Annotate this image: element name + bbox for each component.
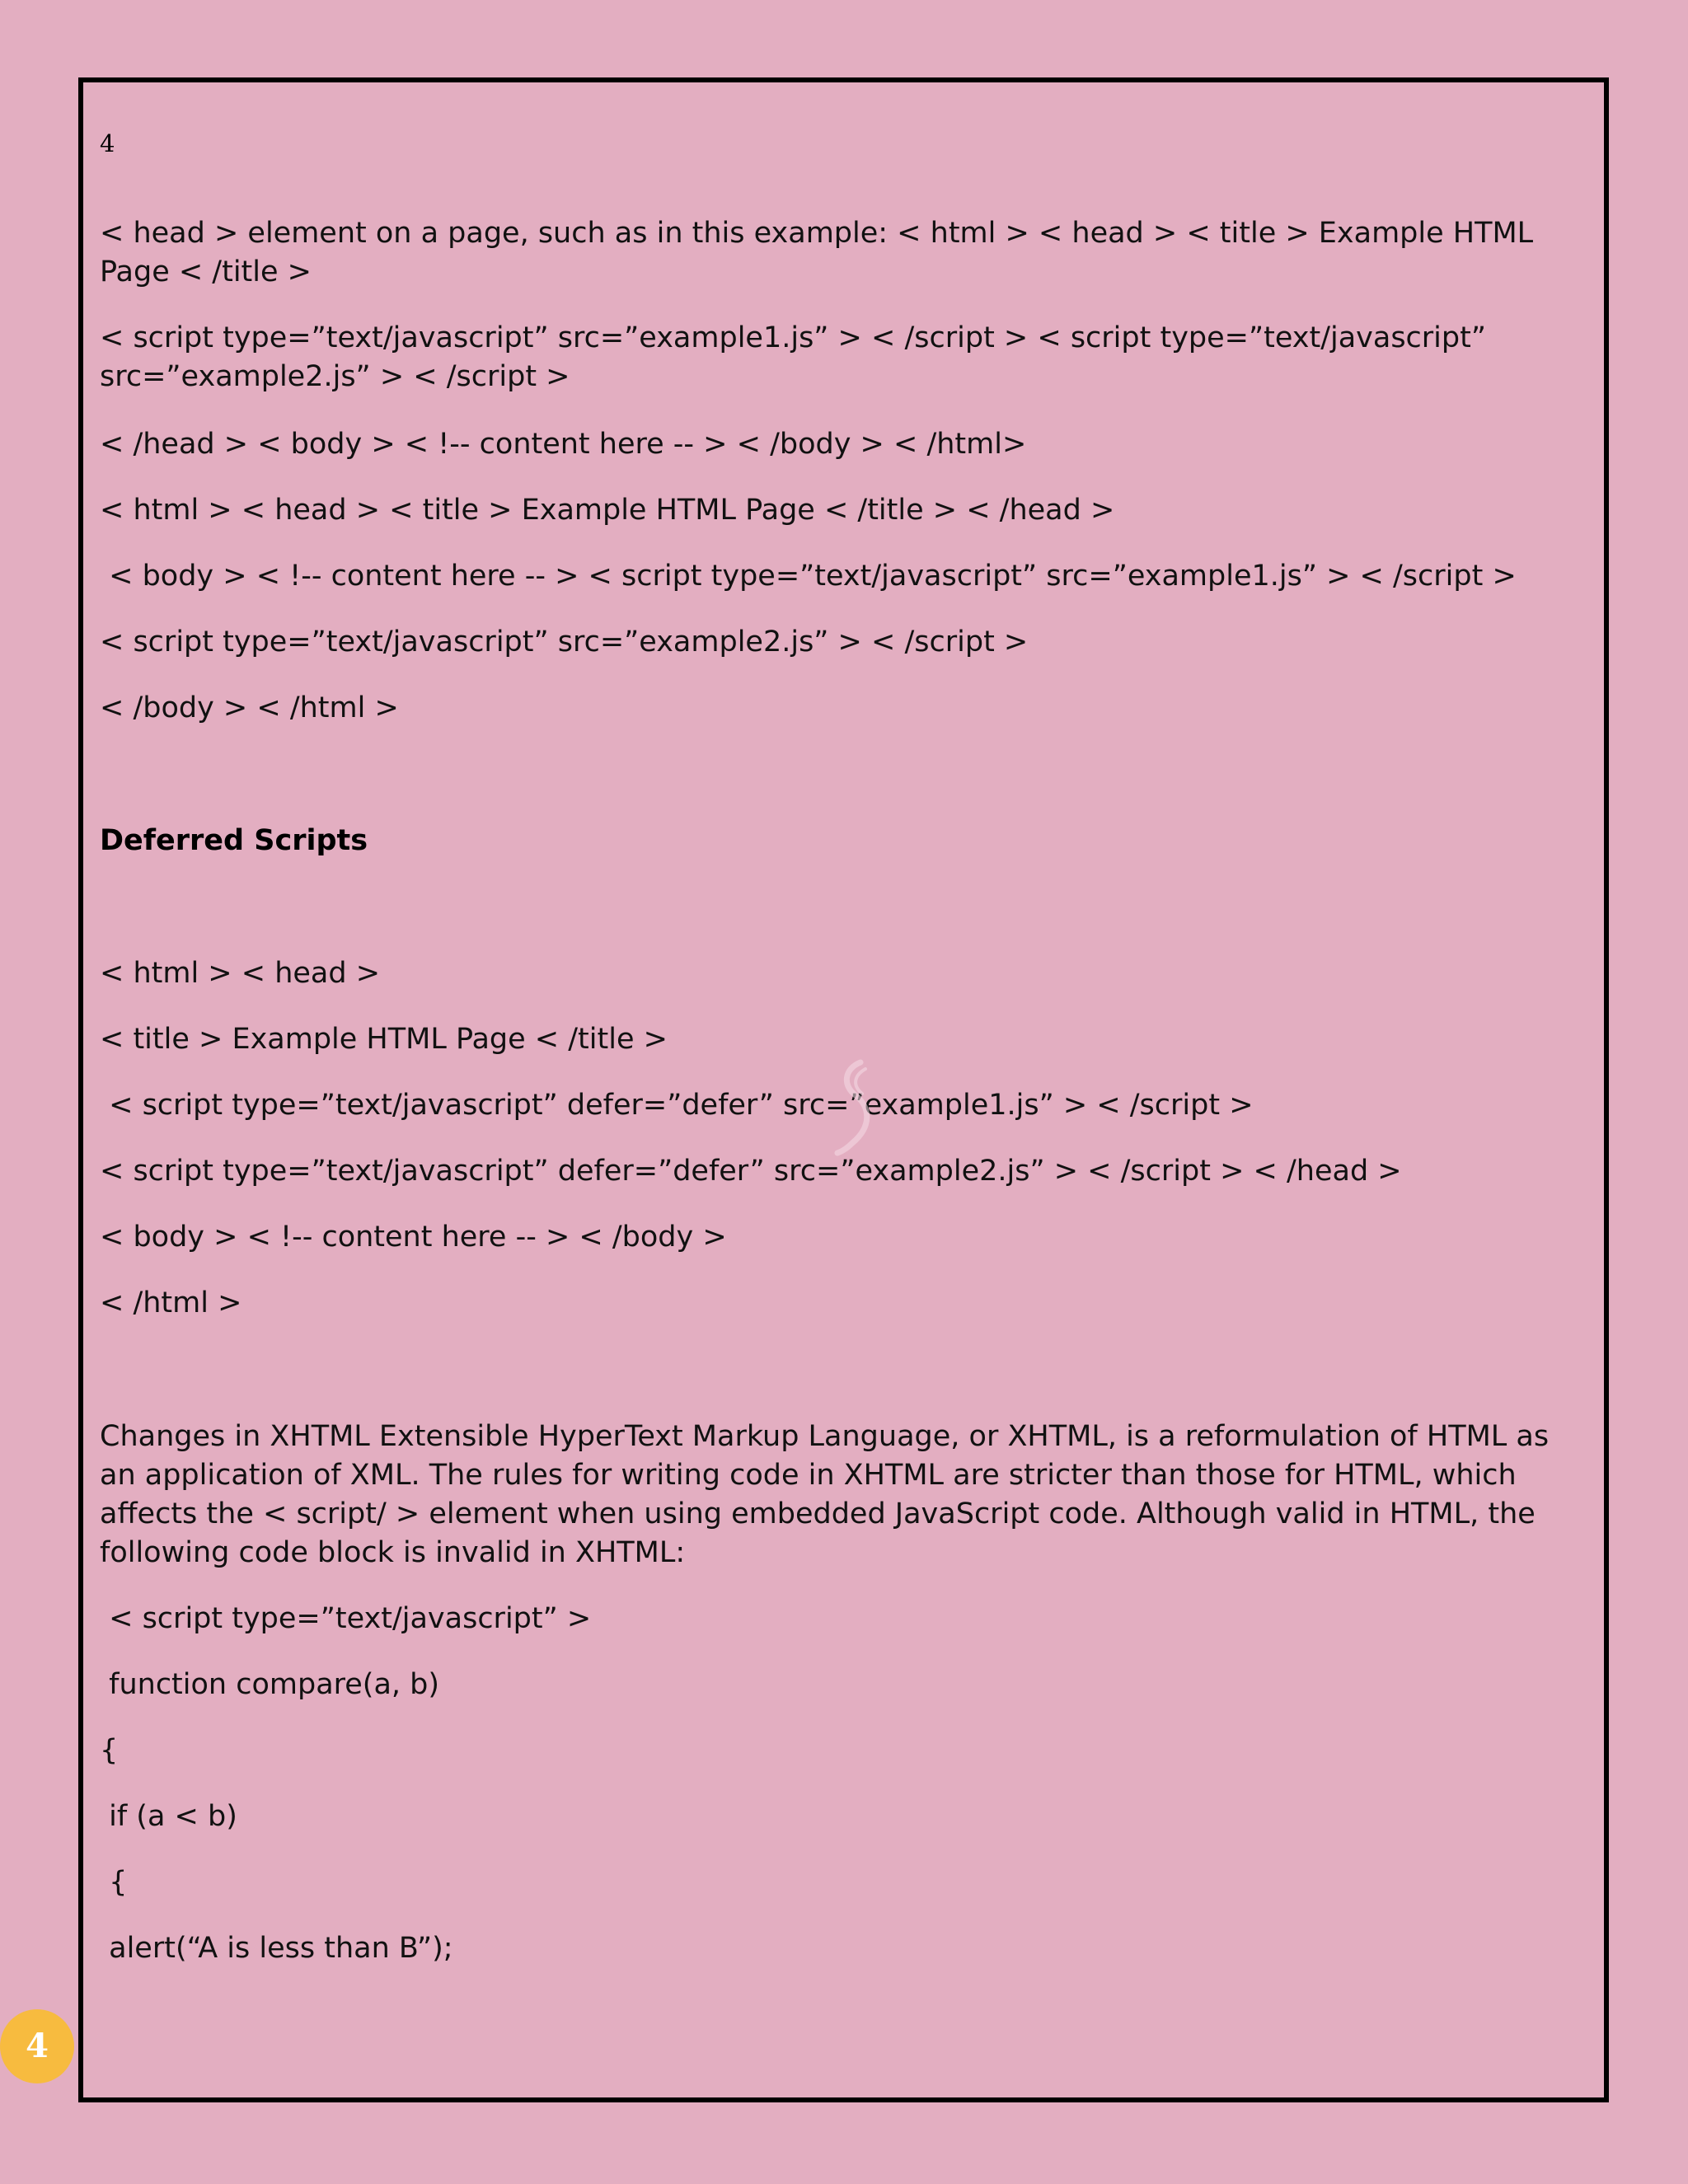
code-line: < /head > < body > < !-- content here -- > < /body > < /html>	[100, 428, 1027, 461]
code-line: < script type=”text/javascript” >	[100, 1602, 592, 1635]
code-line: {	[100, 1734, 119, 1767]
code-line: < body > < !-- content here -- > < /body >	[100, 1221, 727, 1254]
swirl-watermark-icon	[828, 1057, 882, 1156]
code-line: < html > < head >	[100, 957, 381, 990]
body-paragraph: Changes in XHTML Extensible HyperText Markup Language, or XHTML, is a reformulation of HTML as an application of XML. The rules for writing code in XHTML are stricter than those for HTML, which affects the < script/ > element when using embedded JavaScript code. Although valid in HTML, the following code block is invalid in XHTML:	[100, 1420, 1550, 1569]
code-line: < script type=”text/javascript” defer=”defer” src=”example1.js” > < /script >	[100, 1089, 1254, 1122]
section-heading: Deferred Scripts	[100, 824, 368, 857]
code-line: if (a < b)	[100, 1800, 237, 1833]
page-number-badge: 4	[0, 2009, 74, 2083]
code-line: < script type=”text/javascript” src=”example2.js” > < /script >	[100, 626, 1029, 658]
code-line: alert(“A is less than B”);	[100, 1932, 453, 1965]
body-paragraph: < head > element on a page, such as in this example: < html > < head > < title > Example HTML Page < /title >	[100, 217, 1534, 288]
code-line: < script type=”text/javascript” defer=”defer” src=”example2.js” > < /script > < /head >	[100, 1155, 1402, 1188]
code-line: < html > < head > < title > Example HTML Page < /title > < /head >	[100, 494, 1115, 527]
code-line: < body > < !-- content here -- > < script type=”text/javascript” src=”example1.js” > < /script >	[100, 560, 1517, 593]
code-line: < /body > < /html >	[100, 691, 399, 724]
code-line: function compare(a, b)	[100, 1668, 440, 1701]
code-line: < title > Example HTML Page < /title >	[100, 1023, 668, 1056]
code-line: < /html >	[100, 1286, 242, 1319]
body-paragraph: < script type=”text/javascript” src=”example1.js” > < /script > < script type=”text/javascript” src=”example2.js” > < /script >	[100, 321, 1486, 393]
page-number: 4	[100, 129, 115, 157]
code-line: {	[100, 1866, 128, 1899]
